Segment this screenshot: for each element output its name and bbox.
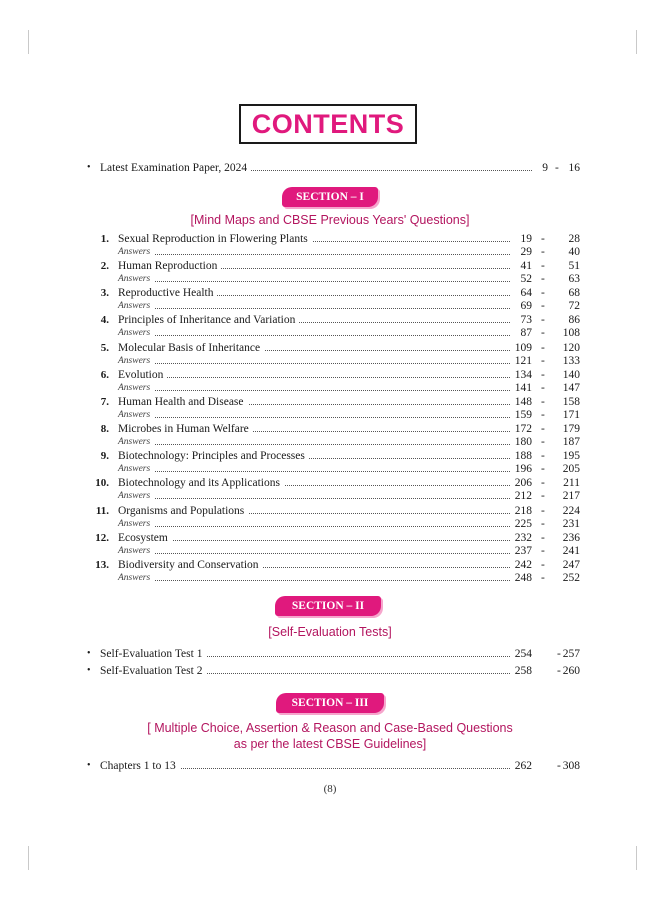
page-dash: - — [541, 260, 545, 272]
toc-entry-chapter[interactable] — [0, 504, 660, 518]
toc-entry-self-test-2[interactable] — [0, 664, 660, 678]
page-from: 188 — [511, 449, 532, 463]
toc-label: Chapters 1 to 13 — [100, 759, 180, 773]
chapter-title: Human Health and Disease — [118, 395, 248, 409]
page-to: 108 — [562, 327, 580, 339]
page-from: 206 — [511, 476, 532, 490]
page-from: 159 — [511, 408, 532, 422]
page-from: 248 — [511, 571, 532, 585]
page-dash: - — [541, 450, 545, 462]
page-to: 257 — [562, 648, 580, 660]
section-2-badge: SECTION – II — [275, 596, 381, 616]
page-dash: - — [541, 545, 545, 557]
toc-entry-self-test-1[interactable] — [0, 647, 660, 661]
page-to: 308 — [562, 760, 580, 772]
leader-dots — [118, 417, 510, 418]
chapter-number: 8. — [100, 423, 109, 435]
answers-label: Answers — [118, 489, 154, 503]
leader-dots — [118, 498, 510, 499]
leader-dots — [118, 580, 510, 581]
page-to: 247 — [562, 559, 580, 571]
page-dash: - — [541, 300, 545, 312]
page-from: 242 — [511, 558, 532, 572]
toc-entry-chapter[interactable] — [0, 476, 660, 490]
page-dash: - — [541, 409, 545, 421]
page-dash: - — [541, 436, 545, 448]
answers-label: Answers — [118, 272, 154, 286]
page-to: 140 — [562, 369, 580, 381]
toc-entry-answers[interactable] — [0, 326, 660, 340]
page-to: 133 — [562, 355, 580, 367]
page-number: (8) — [323, 783, 337, 795]
page-from: 69 — [517, 299, 533, 313]
page-from: 258 — [511, 664, 532, 678]
page-dash: - — [541, 532, 545, 544]
toc-entry-chapter[interactable] — [0, 558, 660, 572]
page-from: 212 — [511, 489, 532, 503]
toc-entry-chapter[interactable] — [0, 531, 660, 545]
page-to: 68 — [568, 287, 580, 299]
page-to: 63 — [568, 273, 580, 285]
page-to: 252 — [562, 572, 580, 584]
leader-dots — [118, 363, 510, 364]
page-title: CONTENTS — [239, 104, 417, 144]
page-from: 73 — [517, 313, 533, 327]
leader-dots — [118, 254, 510, 255]
page-from: 19 — [517, 232, 533, 246]
toc-entry-chapters-1-to-13[interactable] — [0, 759, 660, 773]
page-from: 121 — [511, 354, 532, 368]
page-to: 28 — [568, 233, 580, 245]
chapter-title: Microbes in Human Welfare — [118, 422, 253, 436]
leader-dots — [118, 308, 510, 309]
page-dash: - — [541, 477, 545, 489]
page-dash: - — [541, 423, 545, 435]
chapter-number: 13. — [95, 559, 109, 571]
leader-dots — [118, 540, 510, 541]
toc-entry-answers[interactable] — [0, 571, 660, 585]
chapter-number: 5. — [100, 342, 109, 354]
page-dash: - — [541, 314, 545, 326]
page-from: 41 — [517, 259, 533, 273]
chapter-title: Biotechnology: Principles and Processes — [118, 449, 309, 463]
page-from: 225 — [511, 517, 532, 531]
page-from: 87 — [517, 326, 533, 340]
toc-label: Latest Examination Paper, 2024 — [100, 161, 251, 175]
chapter-title: Human Reproduction — [118, 259, 221, 273]
page-to: 147 — [562, 382, 580, 394]
page-dash: - — [541, 233, 545, 245]
toc-entry-chapter[interactable] — [0, 313, 660, 327]
crop-mark — [636, 846, 637, 870]
chapter-number: 2. — [100, 260, 109, 272]
toc-label: Self-Evaluation Test 2 — [100, 664, 206, 678]
page-to: 217 — [562, 490, 580, 502]
toc-entry-chapter[interactable] — [0, 449, 660, 463]
page-dash: - — [541, 490, 545, 502]
page-dash: - — [541, 273, 545, 285]
section-2-heading: [Self-Evaluation Tests] — [268, 625, 392, 639]
chapter-number: 11. — [95, 505, 109, 517]
answers-label: Answers — [118, 299, 154, 313]
page-to: 179 — [562, 423, 580, 435]
page-to: 260 — [562, 665, 580, 677]
section-3-heading-line-2: as per the latest CBSE Guidelines] — [233, 737, 427, 751]
section-3-heading-line-1: [ Multiple Choice, Assertion & Reason and Case-Based Questions — [147, 721, 513, 735]
page-from: 29 — [517, 245, 533, 259]
toc-entry-answers[interactable] — [0, 489, 660, 503]
page-from: 141 — [511, 381, 532, 395]
page-dash: - — [541, 518, 545, 530]
page-dash: - — [557, 760, 561, 772]
page-to: 120 — [562, 342, 580, 354]
bullet-icon: • — [87, 760, 91, 771]
page-dash: - — [541, 287, 545, 299]
chapter-number: 7. — [100, 396, 109, 408]
answers-label: Answers — [118, 354, 154, 368]
answers-label: Answers — [118, 326, 154, 340]
leader-dots — [118, 281, 510, 282]
page-to: 158 — [562, 396, 580, 408]
page-from: 237 — [511, 544, 532, 558]
page-to: 236 — [562, 532, 580, 544]
toc-entry-chapter[interactable] — [0, 422, 660, 436]
crop-mark — [28, 30, 29, 54]
toc-entry-chapter[interactable] — [0, 395, 660, 409]
chapter-title: Organisms and Populations — [118, 504, 248, 518]
toc-entry-answers[interactable] — [0, 544, 660, 558]
chapter-title: Biotechnology and its Applications — [118, 476, 284, 490]
page-from: 148 — [511, 395, 532, 409]
page-to: 187 — [562, 436, 580, 448]
bullet-icon: • — [87, 648, 91, 659]
answers-label: Answers — [118, 435, 154, 449]
page-to: 205 — [562, 463, 580, 475]
page-dash: - — [555, 162, 559, 174]
toc-label: Self-Evaluation Test 1 — [100, 647, 206, 661]
section-1-badge: SECTION – I — [282, 187, 378, 207]
page-from: 254 — [511, 647, 532, 661]
page-from: 180 — [511, 435, 532, 449]
section-3-badge: SECTION – III — [276, 693, 384, 713]
page-dash: - — [541, 559, 545, 571]
leader-dots — [118, 526, 510, 527]
page-dash: - — [541, 369, 545, 381]
page-from: 172 — [511, 422, 532, 436]
toc-entry-answers[interactable] — [0, 381, 660, 395]
page-to: 241 — [562, 545, 580, 557]
page-dash: - — [541, 572, 545, 584]
chapter-number: 9. — [100, 450, 109, 462]
toc-entry-answers[interactable] — [0, 354, 660, 368]
leader-dots — [118, 335, 510, 336]
page-to: 211 — [563, 477, 580, 489]
chapter-title: Evolution — [118, 368, 167, 382]
page-to: 195 — [562, 450, 580, 462]
bullet-icon: • — [87, 162, 91, 173]
toc-entry-chapter[interactable] — [0, 232, 660, 246]
answers-label: Answers — [118, 408, 154, 422]
chapter-number: 4. — [100, 314, 109, 326]
page-from: 232 — [511, 531, 532, 545]
toc-entry-answers[interactable] — [0, 435, 660, 449]
leader-dots — [118, 390, 510, 391]
toc-entry-answers[interactable] — [0, 272, 660, 286]
page-from: 109 — [511, 341, 532, 355]
page-to: 72 — [568, 300, 580, 312]
page-dash: - — [541, 246, 545, 258]
answers-label: Answers — [118, 544, 154, 558]
chapter-title: Biodiversity and Conservation — [118, 558, 263, 572]
toc-entry-answers[interactable] — [0, 517, 660, 531]
page-dash: - — [557, 665, 561, 677]
page-to: 51 — [568, 260, 580, 272]
page-from: 196 — [511, 462, 532, 476]
toc-entry-answers[interactable] — [0, 245, 660, 259]
chapter-number: 12. — [95, 532, 109, 544]
toc-entry-answers[interactable] — [0, 299, 660, 313]
toc-entry-chapter[interactable] — [0, 259, 660, 273]
page-dash: - — [541, 505, 545, 517]
toc-entry-answers[interactable] — [0, 408, 660, 422]
page-dash: - — [541, 396, 545, 408]
leader-dots — [118, 377, 510, 378]
page-to: 86 — [568, 314, 580, 326]
page-dash: - — [541, 342, 545, 354]
answers-label: Answers — [118, 462, 154, 476]
page-to: 171 — [562, 409, 580, 421]
page-dash: - — [541, 327, 545, 339]
leader-dots — [118, 444, 510, 445]
page-from: 64 — [517, 286, 533, 300]
page-to: 224 — [562, 505, 580, 517]
bullet-icon: • — [87, 665, 91, 676]
crop-mark — [28, 846, 29, 870]
toc-entry-chapter[interactable] — [0, 341, 660, 355]
chapter-title: Sexual Reproduction in Flowering Plants — [118, 232, 312, 246]
page-from: 218 — [511, 504, 532, 518]
chapter-number: 3. — [100, 287, 109, 299]
chapter-title: Molecular Basis of Inheritance — [118, 341, 264, 355]
page-from: 9 — [538, 161, 548, 175]
answers-label: Answers — [118, 571, 154, 585]
crop-mark — [636, 30, 637, 54]
page-to: 16 — [568, 162, 580, 174]
page-to: 231 — [562, 518, 580, 530]
section-1-heading: [Mind Maps and CBSE Previous Years' Questions] — [190, 213, 470, 227]
page-from: 134 — [511, 368, 532, 382]
answers-label: Answers — [118, 245, 154, 259]
chapter-number: 10. — [95, 477, 109, 489]
toc-entry-chapter[interactable] — [0, 368, 660, 382]
chapter-title: Reproductive Health — [118, 286, 217, 300]
answers-label: Answers — [118, 381, 154, 395]
toc-entry-exam-paper[interactable] — [0, 161, 660, 175]
leader-dots — [118, 471, 510, 472]
page-dash: - — [541, 355, 545, 367]
page-to: 40 — [568, 246, 580, 258]
chapter-number: 6. — [100, 369, 109, 381]
page-dash: - — [541, 382, 545, 394]
page-from: 262 — [511, 759, 532, 773]
page-dash: - — [557, 648, 561, 660]
answers-label: Answers — [118, 517, 154, 531]
toc-entry-chapter[interactable] — [0, 286, 660, 300]
chapter-title: Principles of Inheritance and Variation — [118, 313, 299, 327]
toc-entry-answers[interactable] — [0, 462, 660, 476]
page-dash: - — [541, 463, 545, 475]
leader-dots — [118, 553, 510, 554]
chapter-number: 1. — [100, 233, 109, 245]
page-from: 52 — [517, 272, 533, 286]
chapter-title: Ecosystem — [118, 531, 172, 545]
